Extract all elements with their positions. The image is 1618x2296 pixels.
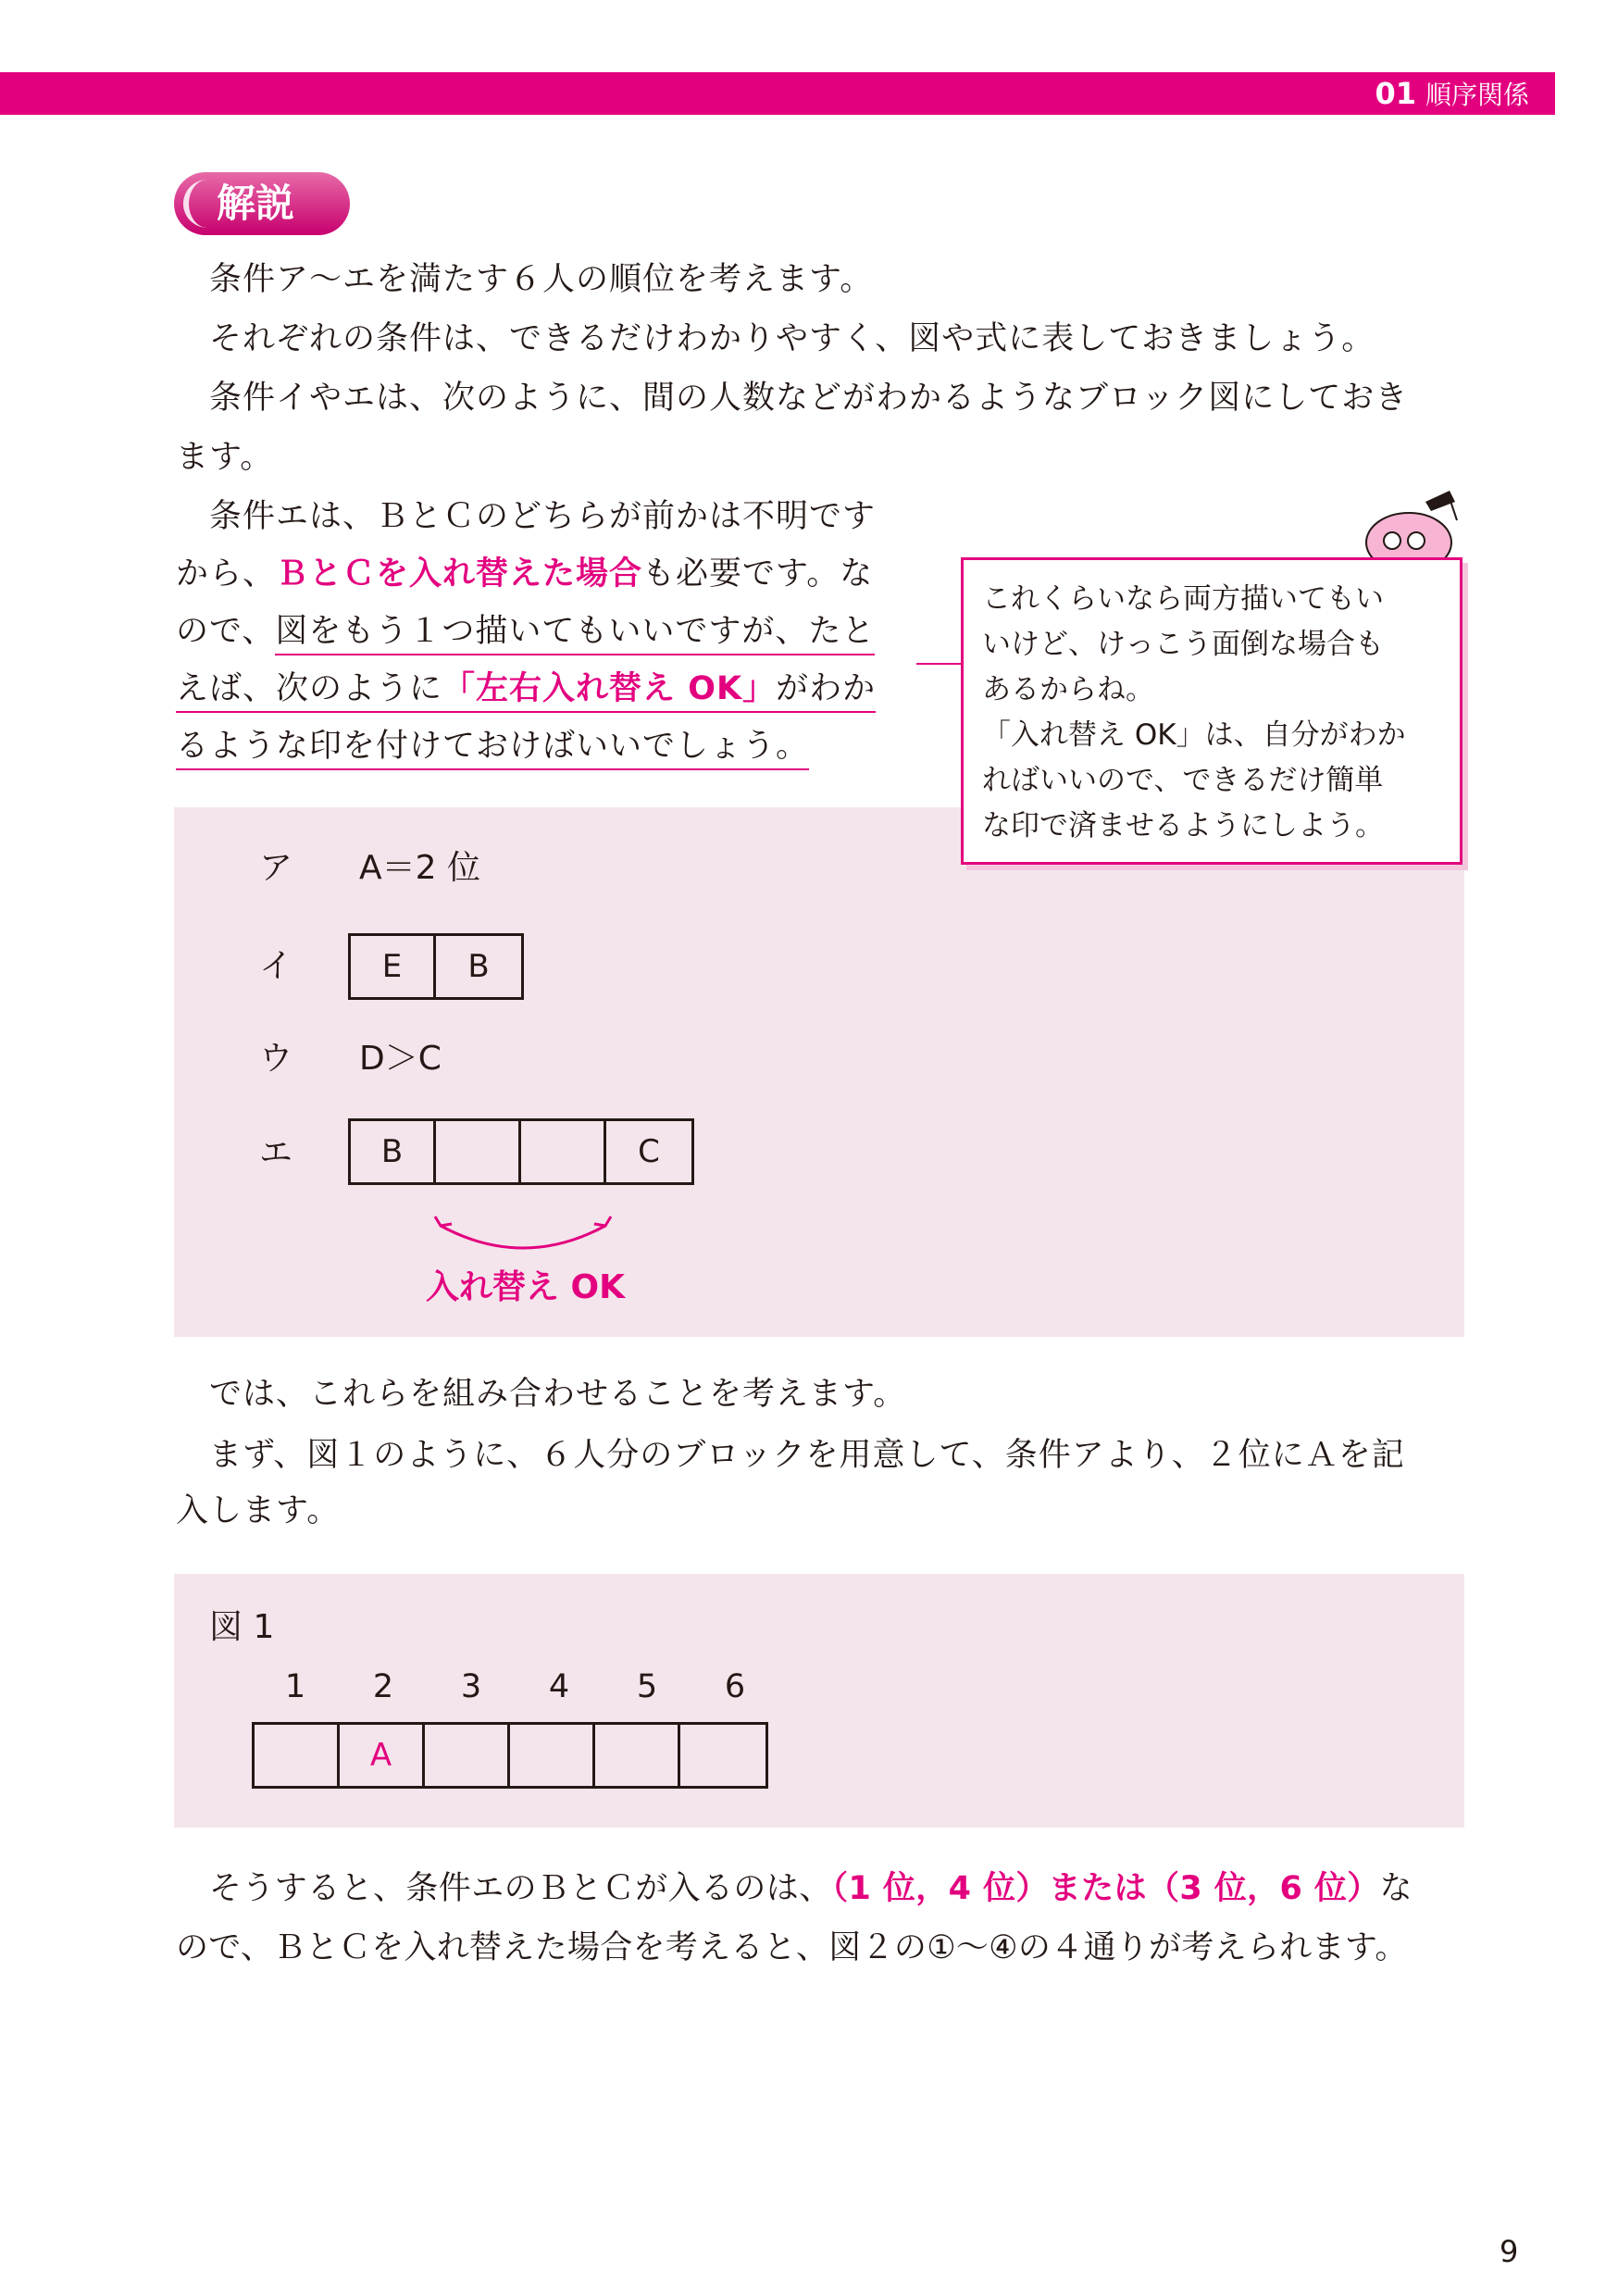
para2-line5	[176, 726, 809, 767]
block-cell: E	[351, 936, 436, 997]
chapter-number: 01	[1375, 76, 1416, 111]
block-cell	[255, 1725, 340, 1786]
para1-line2: それぞれの条件は、できるだけわかりやすく、図や式に表しておきましょう。	[209, 320, 1375, 357]
underlined-text-3: るような印を付けておけばいいでしょう。	[176, 728, 809, 770]
explanation-badge	[174, 172, 350, 235]
para2-line1: 条件エは、ＢとＣのどちらが前かは不明です	[209, 498, 877, 535]
para3-line2: まず、図１のように、６人分のブロックを用意して、条件アより、２位にＡを記	[209, 1437, 1405, 1474]
badge-swoosh-icon	[183, 180, 226, 228]
para2-line2-c: も必要です。な	[642, 555, 874, 593]
para1-line1: 条件ア～エを満たす６人の順位を考えます。	[209, 261, 874, 298]
para2-line3-a: ので、	[176, 613, 276, 650]
callout-line-4: 「入れ替え OK」は、自分がわか	[982, 718, 1406, 752]
underlined-text-1: 図をもう１つ描いてもいいですが、たと	[275, 613, 875, 655]
para2-line2-a: から、	[176, 555, 277, 593]
para2-line4	[176, 668, 876, 709]
figure1-title: 図 1	[209, 1608, 275, 1646]
highlight-swap-ok: 「左右入れ替え OK」	[442, 670, 776, 713]
para1-line4: ます。	[176, 439, 274, 476]
position-number: 6	[724, 1668, 746, 1705]
block-cell: C	[638, 1133, 660, 1170]
highlight-swap-case: ＢとＣを入れ替えた場合	[276, 555, 643, 593]
block-cell	[425, 1725, 510, 1786]
figure1-blocks	[252, 1722, 768, 1789]
para4-line1	[209, 1868, 1413, 1909]
para4-line2: ので、ＢとＣを入れ替えた場合を考えると、図２の①～④の４通りが考えられます。	[176, 1929, 1408, 1966]
position-number: 3	[460, 1668, 482, 1705]
condition-u-label: ウ	[259, 1040, 293, 1078]
page-number: 9	[1500, 2234, 1519, 2269]
condition-e-label: エ	[259, 1134, 293, 1172]
para4-line1-c: な	[1379, 1870, 1413, 1907]
condition-e-blocks	[348, 1118, 694, 1185]
badge-label: 解説	[217, 181, 295, 226]
para3-line3: 入します。	[176, 1492, 341, 1529]
chapter-name: 順序関係	[1425, 80, 1529, 110]
block-cell: B	[467, 948, 490, 985]
callout-connector	[916, 663, 963, 665]
header-bar	[0, 72, 1555, 115]
callout-line-3: あるからね。	[982, 673, 1154, 706]
block-cell	[510, 1725, 595, 1786]
condition-u-text: D＞C	[359, 1040, 442, 1078]
position-number: 1	[284, 1668, 306, 1705]
position-number: 4	[548, 1668, 570, 1705]
para1-line3: 条件イやエは、次のように、間の人数などがわかるようなブロック図にしておき	[209, 380, 1409, 417]
callout-line-6: な印で済ませるようにしよう。	[982, 809, 1384, 842]
block-cell	[680, 1725, 765, 1786]
underlined-text-2c: がわか	[776, 670, 876, 713]
position-number: 2	[372, 1668, 394, 1705]
underlined-text-2a: えば、次のように	[176, 670, 442, 713]
para4-line1-a: そうすると、条件エのＢとＣが入るのは、	[209, 1870, 832, 1907]
block-cell	[521, 1121, 606, 1182]
para2-line3	[176, 611, 875, 652]
callout-line-5: ればいいので、できるだけ簡単	[982, 764, 1384, 797]
swap-ok-label: 入れ替え OK	[426, 1268, 626, 1306]
position-number: 5	[636, 1668, 658, 1705]
block-cell: B	[351, 1121, 436, 1182]
condition-a-label: ア	[259, 849, 293, 887]
highlight-positions: （1 位，4 位）または（3 位，6 位）	[831, 1870, 1380, 1907]
tip-callout	[961, 557, 1462, 865]
condition-i-blocks	[348, 933, 524, 1000]
para2-line2	[176, 554, 873, 594]
para3-line1: では、これらを組み合わせることを考えます。	[209, 1376, 907, 1413]
block-cell	[595, 1725, 680, 1786]
condition-i-label: イ	[259, 947, 293, 985]
swap-arrow-icon	[426, 1213, 620, 1257]
callout-line-2: いけど、けっこう面倒な場合も	[982, 628, 1384, 661]
block-cell-a: A	[340, 1725, 425, 1786]
block-cell	[436, 1121, 521, 1182]
callout-line-1: これくらいなら両方描いてもい	[982, 582, 1384, 616]
chapter-title	[1375, 78, 1529, 111]
condition-a-text: A＝2 位	[359, 849, 480, 887]
